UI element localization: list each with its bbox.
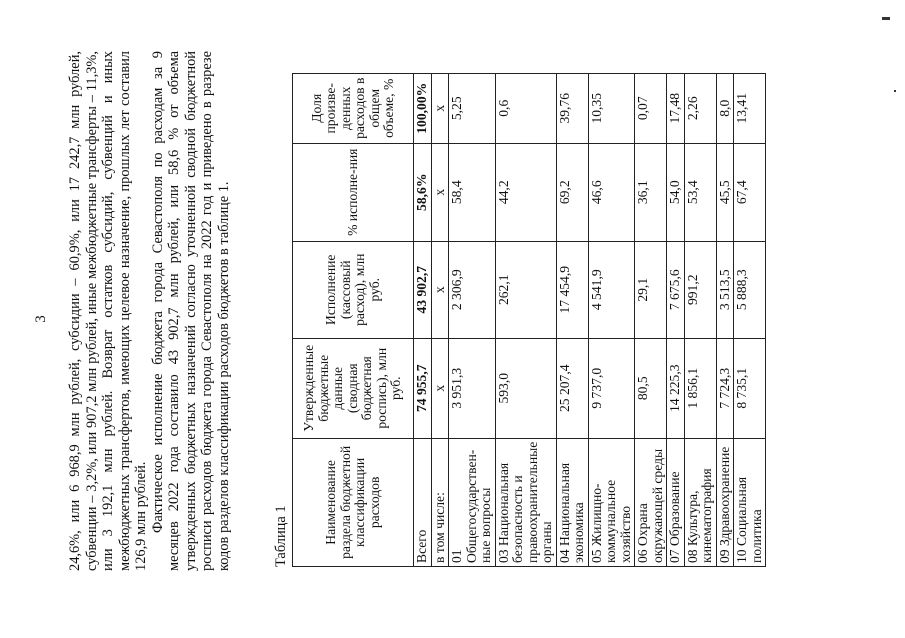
table-row xyxy=(431,73,449,566)
table-cell-share: 0,6 xyxy=(495,73,556,143)
table-row xyxy=(716,73,734,566)
table-cell-approved: 80,5 xyxy=(635,338,667,438)
table-cell-name: 10 Социальная политика xyxy=(734,438,766,566)
table-cell-share: 0,07 xyxy=(635,73,667,143)
table-cell-share: 5,25 xyxy=(449,73,496,143)
table-cell-share: 8,0 xyxy=(716,73,734,143)
table-cell-name: 08 Культура, кинематография xyxy=(684,438,716,566)
paragraph-transfers: 24,6%, или 6 968,9 млн рублей, субсидии – 60,9%, или 17 242,7 млн рублей, субвенции – 3,2%, или 907,2 млн рублей, иные межбюджетные трансферты – 11,3%, или 3 192,1 млн рублей. Возврат остатков субсидий, субвенций и иных межбюджетных трансфертов, имеющих целевое назначение, прошлых лет составил 126,9 млн рублей. xyxy=(67,51,149,571)
table-row xyxy=(414,73,432,566)
table-cell-percent: 69,2 xyxy=(556,143,588,241)
scan-speck xyxy=(894,90,896,92)
table-row xyxy=(556,73,588,566)
table-cell-percent: 58,4 xyxy=(449,143,496,241)
table-cell-percent: 54,0 xyxy=(667,143,685,241)
table-cell-percent: 36,1 xyxy=(635,143,667,241)
table-cell-percent: х xyxy=(431,143,449,241)
header-percent: % исполне-ния xyxy=(293,143,414,241)
table-cell-share: 13,41 xyxy=(734,73,766,143)
table-cell-name: Всего xyxy=(414,438,432,566)
table-cell-name: 06 Охрана окружающей среды xyxy=(635,438,667,566)
table-cell-share: х xyxy=(431,73,449,143)
page-number: 3 xyxy=(33,315,49,323)
table-cell-percent: 58,6% xyxy=(414,143,432,241)
table-cell-executed: 17 454,9 xyxy=(556,241,588,338)
table-row xyxy=(667,73,685,566)
table-cell-executed: 2 306,9 xyxy=(449,241,496,338)
table-cell-approved: 3 951,3 xyxy=(449,338,496,438)
table-cell-approved: 593,0 xyxy=(495,338,556,438)
table-cell-name: в том числе: xyxy=(431,438,449,566)
table-row xyxy=(635,73,667,566)
table-cell-percent: 44,2 xyxy=(495,143,556,241)
table-cell-approved: 7 724,3 xyxy=(716,338,734,438)
header-section-name: Наименование раздела бюджетной классификации расходов xyxy=(293,438,414,566)
table-cell-approved: 8 735,1 xyxy=(734,338,766,438)
table-header-row xyxy=(293,73,414,566)
header-executed: Исполнение (кассовый расход), млн руб. xyxy=(293,241,414,338)
table-cell-executed: 262,1 xyxy=(495,241,556,338)
table-cell-executed: 4 541,9 xyxy=(588,241,635,338)
table-row xyxy=(449,73,496,566)
table-cell-approved: 14 225,3 xyxy=(667,338,685,438)
body-text xyxy=(67,51,232,571)
table-cell-share: 100,00% xyxy=(414,73,432,143)
table-cell-executed: х xyxy=(431,241,449,338)
table-row xyxy=(588,73,635,566)
table-caption: Таблица 1 xyxy=(273,505,289,567)
table-cell-approved: 9 737,0 xyxy=(588,338,635,438)
table-cell-percent: 67,4 xyxy=(734,143,766,241)
header-share: Доля произве-денных расходов в общем объеме, % xyxy=(293,73,414,143)
table-cell-executed: 5 888,3 xyxy=(734,241,766,338)
table-cell-name: 07 Образование xyxy=(667,438,685,566)
table-cell-share: 10,35 xyxy=(588,73,635,143)
table-cell-name: 09 Здравоохранение xyxy=(716,438,734,566)
table-cell-executed: 991,2 xyxy=(684,241,716,338)
header-approved: Утвержденные бюджетные данные (сводная бюджетная роспись), млн руб. xyxy=(293,338,414,438)
table-cell-percent: 53,4 xyxy=(684,143,716,241)
table-cell-executed: 43 902,7 xyxy=(414,241,432,338)
table-cell-name: 04 Национальная экономика xyxy=(556,438,588,566)
table-cell-share: 2,26 xyxy=(684,73,716,143)
table-cell-percent: 45,5 xyxy=(716,143,734,241)
table-cell-percent: 46,6 xyxy=(588,143,635,241)
budget-table xyxy=(292,73,766,567)
table-row xyxy=(734,73,766,566)
table-cell-approved: 1 856,1 xyxy=(684,338,716,438)
table-cell-name: 01 Общегосударствен-ные вопросы xyxy=(449,438,496,566)
table-body xyxy=(414,73,766,566)
table-cell-name: 05 Жилищно-коммунальное хозяйство xyxy=(588,438,635,566)
table-cell-share: 17,48 xyxy=(667,73,685,143)
table-cell-approved: 74 955,7 xyxy=(414,338,432,438)
table-cell-approved: 25 207,4 xyxy=(556,338,588,438)
table-cell-executed: 7 675,6 xyxy=(667,241,685,338)
table-row xyxy=(495,73,556,566)
table-cell-name: 03 Национальная безопасность и правоохранительные органы xyxy=(495,438,556,566)
table-cell-executed: 3 513,5 xyxy=(716,241,734,338)
paragraph-expenditure: Фактическое исполнение бюджета города Севастополя по расходам за 9 месяцев 2022 года составило 43 902,7 млн рублей, или 58,6 % от объема утвержденных бюджетных назначений согласно уточненной сводной бюджетной росписи расходов бюджета города Севастополя на 2022 год и приведено в разрезе кодов разделов классификации расходов бюджетов в таблице 1. xyxy=(149,51,232,571)
scan-speck xyxy=(882,17,890,20)
table-cell-executed: 29,1 xyxy=(635,241,667,338)
table-cell-approved: х xyxy=(431,338,449,438)
table-row xyxy=(684,73,716,566)
table-cell-share: 39,76 xyxy=(556,73,588,143)
